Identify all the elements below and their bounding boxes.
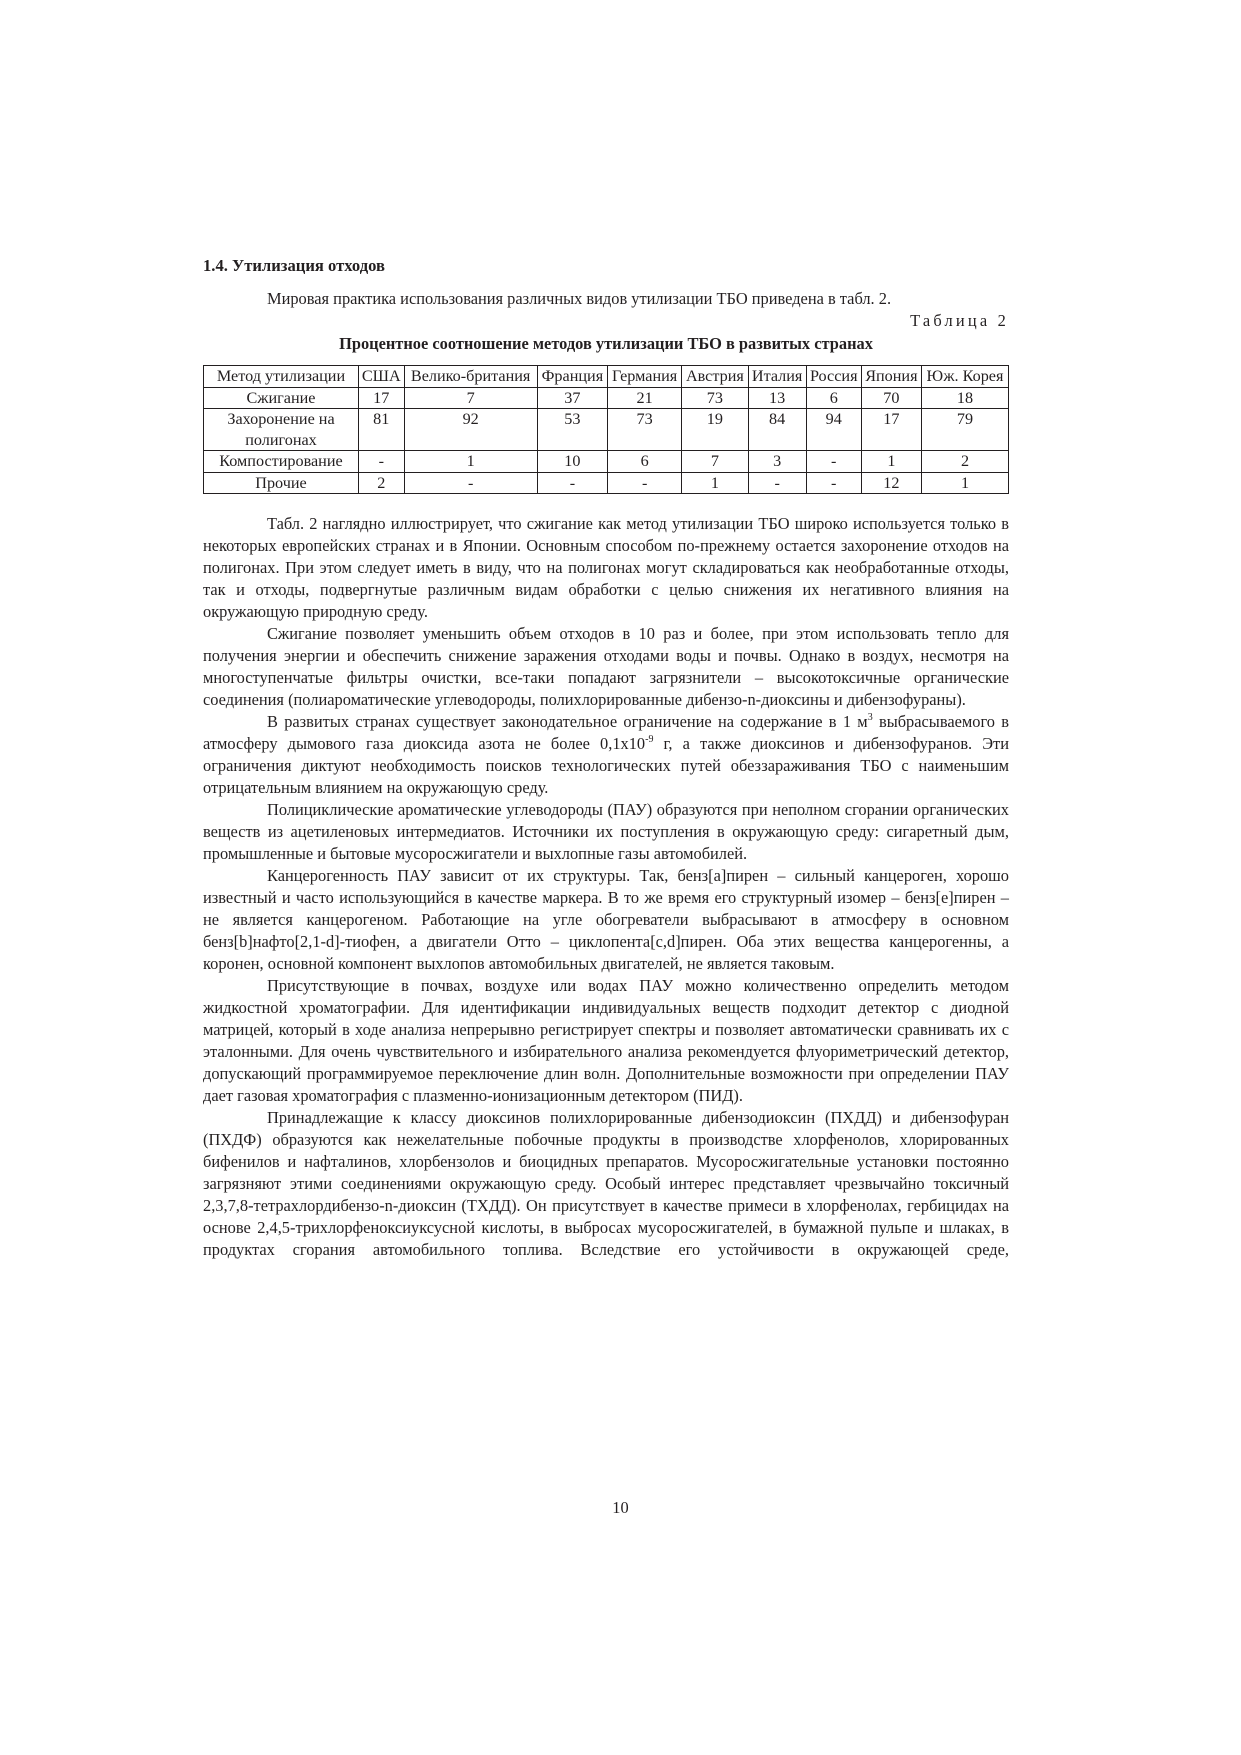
table-cell: 70 bbox=[861, 387, 921, 409]
table-cell: 73 bbox=[682, 387, 748, 409]
table-cell: 1 bbox=[404, 451, 537, 473]
paragraph: Принадлежащие к классу диоксинов полихлорированные дибензодиоксин (ПХДД) и дибензофуран (ПХДФ) образуются как нежелательные побочные продукты в производстве хлорфенолов, хлорированных бифенилов и нафталинов, хлорбензолов и биоцидных препаратов. Мусоросжигательные установки постоянно загрязняют этими соединениями окружающую среду. Особый интерес представляет чрезвычайно токсичный 2,3,7,8-тетрахлордибензо-n-диоксин (ТХДД). Он присутствует в качестве примеси в хлорфенолах, гербицидах на основе 2,4,5-трихлорфеноксиуксусной кислоты, в выбросах мусоросжигателей, в бумажной пульпе и шлаках, в продуктах сгорания автомобильного топлива. Вследствие его устойчивости в окружающей среде, bbox=[203, 1108, 1009, 1259]
table-cell: 6 bbox=[806, 387, 861, 409]
table-cell: - bbox=[404, 472, 537, 494]
data-table bbox=[203, 365, 1009, 494]
table-cell: - bbox=[748, 472, 806, 494]
table-cell: 7 bbox=[404, 387, 537, 409]
table-cell: 94 bbox=[806, 409, 861, 451]
table-cell: 3 bbox=[748, 451, 806, 473]
superscript: 3 bbox=[867, 712, 873, 723]
table-header-row bbox=[204, 366, 1009, 388]
table-cell: 18 bbox=[921, 387, 1008, 409]
table-cell: 7 bbox=[682, 451, 748, 473]
paragraph: Табл. 2 наглядно иллюстрирует, что сжигание как метод утилизации ТБО широко используется только в некоторых европейских странах и в Японии. Основным способом по-прежнему остается захоронение отходов на полигонах. При этом следует иметь в виду, что на полигонах могут складироваться как необработанные отходы, так и отходы, подвергнутые различным видам обработки с целью снижения их негативного влияния на окружающую природную среду. bbox=[203, 514, 1009, 621]
table-cell: 2 bbox=[359, 472, 405, 494]
table-cell: 10 bbox=[537, 451, 607, 473]
col-header-japan: Япония bbox=[861, 366, 921, 388]
table-cell: 81 bbox=[359, 409, 405, 451]
col-header-south-korea: Юж. Корея bbox=[921, 366, 1008, 388]
col-header-russia: Россия bbox=[806, 366, 861, 388]
table-cell: Захоронение на полигонах bbox=[204, 409, 359, 451]
intro-paragraph: Мировая практика использования различных видов утилизации ТБО приведена в табл. 2. bbox=[267, 289, 892, 308]
col-header-germany: Германия bbox=[608, 366, 682, 388]
table-cell: - bbox=[806, 451, 861, 473]
paragraph-part: г, а также диоксинов и дибензофуранов. Эти ограничения диктуют необходимость поисков технологических путей обеззараживания ТБО с наименьшим отрицательным влиянием на окружающую среду. bbox=[203, 734, 1009, 797]
table-cell: 79 bbox=[921, 409, 1008, 451]
table-cell: 1 bbox=[921, 472, 1008, 494]
paragraph: Полициклические ароматические углеводороды (ПАУ) образуются при неполном сгорании органических веществ из ацетиленовых интермедиатов. Источники их поступления в окружающую среду: сигаретный дым, промышленные и бытовые мусоросжигатели и выхлопные газы автомобилей. bbox=[203, 800, 1009, 863]
col-header-method: Метод утилизации bbox=[204, 366, 359, 388]
page-number: 10 bbox=[612, 1498, 629, 1517]
page-content bbox=[203, 255, 1009, 1261]
table-cell: - bbox=[608, 472, 682, 494]
table-cell: Прочие bbox=[204, 472, 359, 494]
superscript: -9 bbox=[645, 734, 654, 745]
table-number: Таблица 2 bbox=[910, 311, 1009, 330]
paragraph: Канцерогенность ПАУ зависит от их структуры. Так, бенз[а]пирен – сильный канцероген, хорошо известный и часто использующийся в качестве маркера. В то же время его структурный изомер – бенз[е]пирен – не является канцерогеном. Работающие на угле обогреватели выбрасывают в атмосферу в основном бенз[b]нафто[2,1-d]-тиофен, а двигатели Отто – циклопента[c,d]пирен. Оба этих вещества канцерогенны, а коронен, основной компонент выхлопов автомобильных двигателей, не является таковым. bbox=[203, 866, 1009, 973]
body-text bbox=[203, 513, 1009, 1261]
table-cell: 2 bbox=[921, 451, 1008, 473]
table-cell: - bbox=[359, 451, 405, 473]
table-cell: 13 bbox=[748, 387, 806, 409]
col-header-france: Франция bbox=[537, 366, 607, 388]
table-cell: - bbox=[537, 472, 607, 494]
col-header-usa: США bbox=[359, 366, 405, 388]
table-row bbox=[204, 451, 1009, 473]
table-title: Процентное соотношение методов утилизации ТБО в развитых странах bbox=[339, 334, 873, 353]
table-cell: 1 bbox=[682, 472, 748, 494]
table-cell: 1 bbox=[861, 451, 921, 473]
paragraph bbox=[203, 711, 1009, 799]
paragraph: Присутствующие в почвах, воздухе или водах ПАУ можно количественно определить методом жидкостной хроматографии. Для идентификации индивидуальных веществ подходит детектор с диодной матрицей, который в ходе анализа непрерывно регистрирует спектры и позволяет автоматически сравнивать их с эталонными. Для очень чувствительного и избирательного анализа рекомендуется флуориметрический детектор, допускающий программируемое переключение длин волн. Дополнительные возможности при определении ПАУ дает газовая хроматография с плазменно-ионизационным детектором (ПИД). bbox=[203, 976, 1009, 1105]
table-cell: 17 bbox=[861, 409, 921, 451]
table-cell: Компостирование bbox=[204, 451, 359, 473]
table-cell: 84 bbox=[748, 409, 806, 451]
table-row bbox=[204, 387, 1009, 409]
col-header-uk: Велико-британия bbox=[404, 366, 537, 388]
table-cell: 17 bbox=[359, 387, 405, 409]
paragraph-part: выбрасываемого в атмосферу дымового газа диоксида азота не более 0,1х10 bbox=[203, 712, 1009, 753]
table-cell: 12 bbox=[861, 472, 921, 494]
table-cell: Сжигание bbox=[204, 387, 359, 409]
table-row bbox=[204, 409, 1009, 451]
table-cell: 92 bbox=[404, 409, 537, 451]
paragraph-part: В развитых странах существует законодательное ограничение на содержание в 1 м bbox=[267, 712, 868, 731]
table-cell: - bbox=[806, 472, 861, 494]
table-cell: 19 bbox=[682, 409, 748, 451]
paragraph: Сжигание позволяет уменьшить объем отходов в 10 раз и более, при этом использовать тепло для получения энергии и обеспечить снижение заражения отходами воды и почвы. Однако в воздух, несмотря на многоступенчатые фильтры очистки, все-таки попадают загрязнители – высокотоксичные органические соединения (полиароматические углеводороды, полихлорированные дибензо-n-диоксины и дибензофураны). bbox=[203, 624, 1009, 709]
table-cell: 6 bbox=[608, 451, 682, 473]
table-cell: 53 bbox=[537, 409, 607, 451]
col-header-austria: Австрия bbox=[682, 366, 748, 388]
section-heading: 1.4. Утилизация отходов bbox=[203, 256, 385, 275]
col-header-italy: Италия bbox=[748, 366, 806, 388]
table-row bbox=[204, 472, 1009, 494]
table-cell: 21 bbox=[608, 387, 682, 409]
table-cell: 37 bbox=[537, 387, 607, 409]
table-cell: 73 bbox=[608, 409, 682, 451]
